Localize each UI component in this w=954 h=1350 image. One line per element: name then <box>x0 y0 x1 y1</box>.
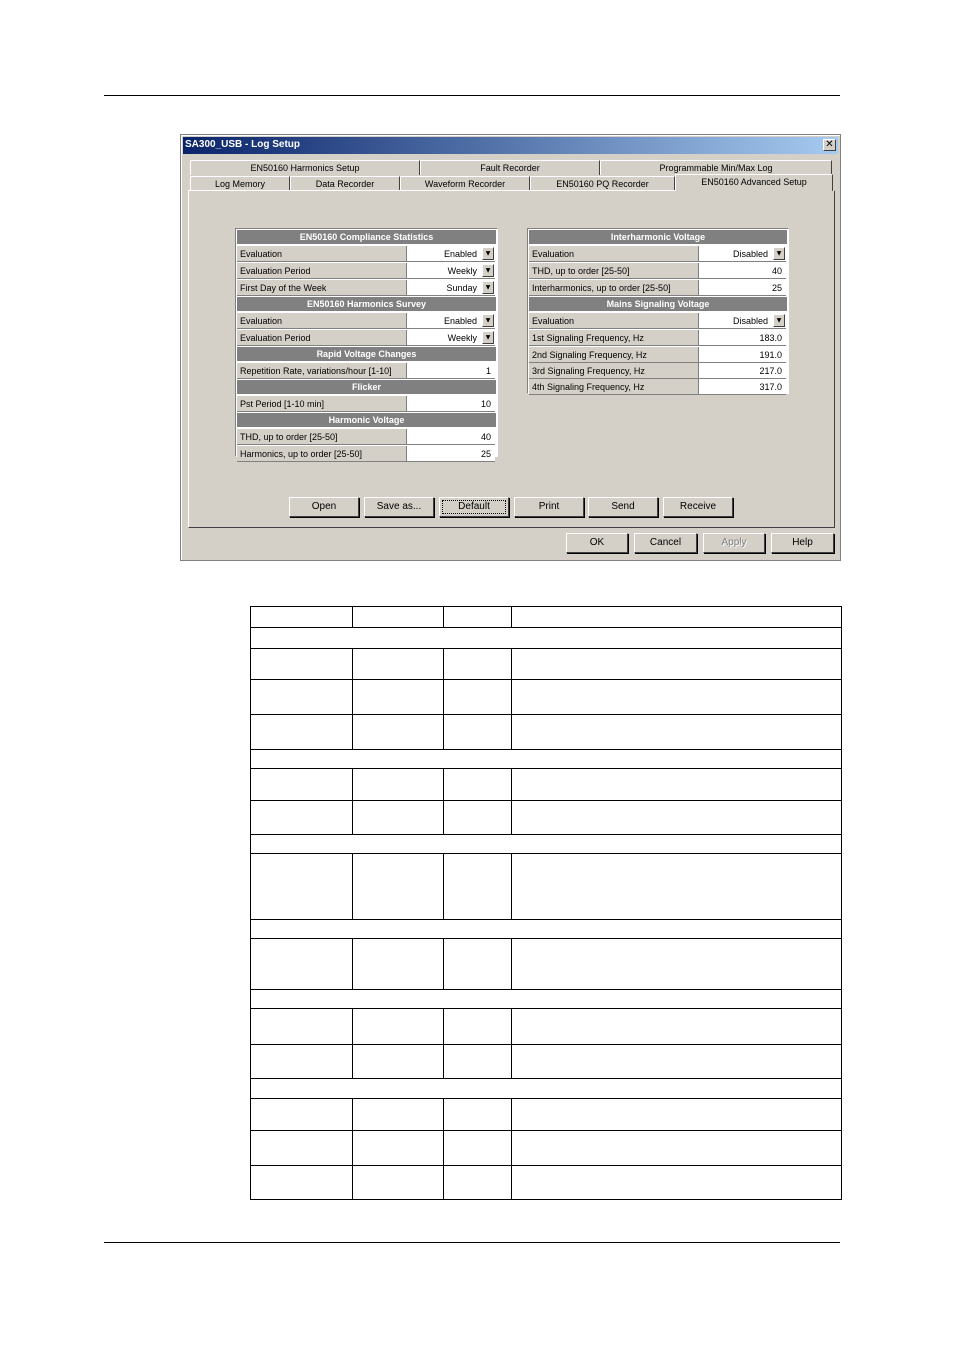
row-label: 4th Signaling Frequency, Hz <box>529 379 699 395</box>
table-row <box>251 939 842 990</box>
signaling-frequency-1-field[interactable]: 183.0 <box>699 330 786 346</box>
cancel-button[interactable]: Cancel <box>634 533 697 553</box>
row-label: 1st Signaling Frequency, Hz <box>529 330 699 346</box>
default-button[interactable]: Default <box>439 497 509 517</box>
section-harmonic-voltage: Harmonic Voltage <box>237 413 496 428</box>
interharmonics-order-field[interactable]: 25 <box>699 280 786 296</box>
section-compliance-statistics: EN50160 Compliance Statistics <box>237 230 496 245</box>
table-row <box>251 854 842 920</box>
table-header-row <box>251 607 842 628</box>
table-section-row <box>251 835 842 854</box>
signaling-frequency-3-field[interactable]: 217.0 <box>699 363 786 379</box>
section-mains-signaling-voltage: Mains Signaling Voltage <box>529 297 787 312</box>
parameter-table <box>250 606 842 1200</box>
table-row <box>251 715 842 750</box>
tab-data-recorder[interactable]: Data Recorder <box>290 176 400 191</box>
select-value: Enabled <box>443 316 477 326</box>
tab-fault-recorder[interactable]: Fault Recorder <box>420 160 600 175</box>
signaling-frequency-4-field[interactable]: 317.0 <box>699 379 786 395</box>
right-settings-grid <box>527 228 789 394</box>
row-label: Evaluation Period <box>237 330 407 346</box>
table-row <box>251 680 842 715</box>
table-row <box>251 1131 842 1166</box>
left-settings-grid <box>235 228 498 457</box>
table-row <box>251 801 842 835</box>
table-row <box>251 1099 842 1131</box>
row-label: Evaluation <box>237 246 407 262</box>
tab-en50160-advanced-setup[interactable]: EN50160 Advanced Setup <box>675 174 833 191</box>
table-row <box>251 649 842 680</box>
save-as-button[interactable]: Save as... <box>364 497 434 517</box>
section-interharmonic-voltage: Interharmonic Voltage <box>529 230 787 245</box>
row-label: Evaluation <box>529 246 699 262</box>
tab-en50160-harmonics-setup[interactable]: EN50160 Harmonics Setup <box>190 160 420 175</box>
chevron-down-icon[interactable]: ▼ <box>482 247 494 260</box>
print-button[interactable]: Print <box>514 497 584 517</box>
table-section-row <box>251 750 842 769</box>
section-rapid-voltage-changes: Rapid Voltage Changes <box>237 347 496 362</box>
chevron-down-icon[interactable]: ▼ <box>482 281 494 294</box>
tab-en50160-pq-recorder[interactable]: EN50160 PQ Recorder <box>530 176 675 191</box>
apply-button[interactable]: Apply <box>703 533 765 553</box>
evaluation-select[interactable] <box>407 246 495 262</box>
bottom-rule <box>104 1242 840 1243</box>
harmonics-period-select[interactable] <box>407 330 495 346</box>
table-section-row <box>251 1079 842 1099</box>
table-section-row <box>251 920 842 939</box>
first-day-select[interactable] <box>407 280 495 296</box>
tab-waveform-recorder[interactable]: Waveform Recorder <box>400 176 530 191</box>
harmonics-order-field[interactable]: 25 <box>407 446 495 462</box>
select-value: Sunday <box>446 283 477 293</box>
evaluation-period-select[interactable] <box>407 263 495 279</box>
harmonics-evaluation-select[interactable] <box>407 313 495 329</box>
row-label: First Day of the Week <box>237 280 407 296</box>
row-label: 2nd Signaling Frequency, Hz <box>529 347 699 363</box>
table-row <box>251 769 842 801</box>
interharmonic-evaluation-select[interactable] <box>699 246 786 262</box>
chevron-down-icon[interactable]: ▼ <box>482 331 494 344</box>
tab-log-memory[interactable]: Log Memory <box>190 176 290 191</box>
select-value: Weekly <box>447 333 477 343</box>
signaling-frequency-2-field[interactable]: 191.0 <box>699 347 786 363</box>
chevron-down-icon[interactable]: ▼ <box>482 314 494 327</box>
table-section-row <box>251 628 842 649</box>
open-button[interactable]: Open <box>289 497 359 517</box>
row-label: Evaluation Period <box>237 263 407 279</box>
log-setup-dialog <box>180 134 841 561</box>
top-rule <box>104 95 840 96</box>
send-button[interactable]: Send <box>588 497 658 517</box>
help-button[interactable]: Help <box>771 533 834 553</box>
repetition-rate-field[interactable]: 1 <box>407 363 495 379</box>
title-bar <box>183 137 838 154</box>
select-value: Weekly <box>447 266 477 276</box>
pst-period-field[interactable]: 10 <box>407 396 495 412</box>
tab-programmable-min-max-log[interactable]: Programmable Min/Max Log <box>600 160 832 175</box>
row-label: THD, up to order [25-50] <box>237 429 407 445</box>
row-label: Evaluation <box>529 313 699 329</box>
table-row <box>251 1045 842 1079</box>
row-label: THD, up to order [25-50] <box>529 263 699 279</box>
table-row <box>251 1166 842 1200</box>
row-label: Interharmonics, up to order [25-50] <box>529 280 699 296</box>
section-harmonics-survey: EN50160 Harmonics Survey <box>237 297 496 312</box>
section-flicker: Flicker <box>237 380 496 395</box>
select-value: Disabled <box>732 316 768 326</box>
chevron-down-icon[interactable]: ▼ <box>773 314 785 327</box>
chevron-down-icon[interactable]: ▼ <box>482 264 494 277</box>
close-icon[interactable]: ✕ <box>823 139 836 151</box>
window-title: SA300_USB - Log Setup <box>185 139 301 150</box>
interharmonic-thd-field[interactable]: 40 <box>699 263 786 279</box>
ok-button[interactable]: OK <box>566 533 628 553</box>
chevron-down-icon[interactable]: ▼ <box>773 247 785 260</box>
table-section-row <box>251 990 842 1009</box>
row-label: Harmonics, up to order [25-50] <box>237 446 407 462</box>
select-value: Disabled <box>732 249 768 259</box>
row-label: Pst Period [1-10 min] <box>237 396 407 412</box>
thd-order-field[interactable]: 40 <box>407 429 495 445</box>
row-label: Repetition Rate, variations/hour [1-10] <box>237 363 407 379</box>
row-label: Evaluation <box>237 313 407 329</box>
receive-button[interactable]: Receive <box>663 497 733 517</box>
table-row <box>251 1009 842 1045</box>
row-label: 3rd Signaling Frequency, Hz <box>529 363 699 379</box>
mains-evaluation-select[interactable] <box>699 313 786 329</box>
select-value: Enabled <box>443 249 477 259</box>
